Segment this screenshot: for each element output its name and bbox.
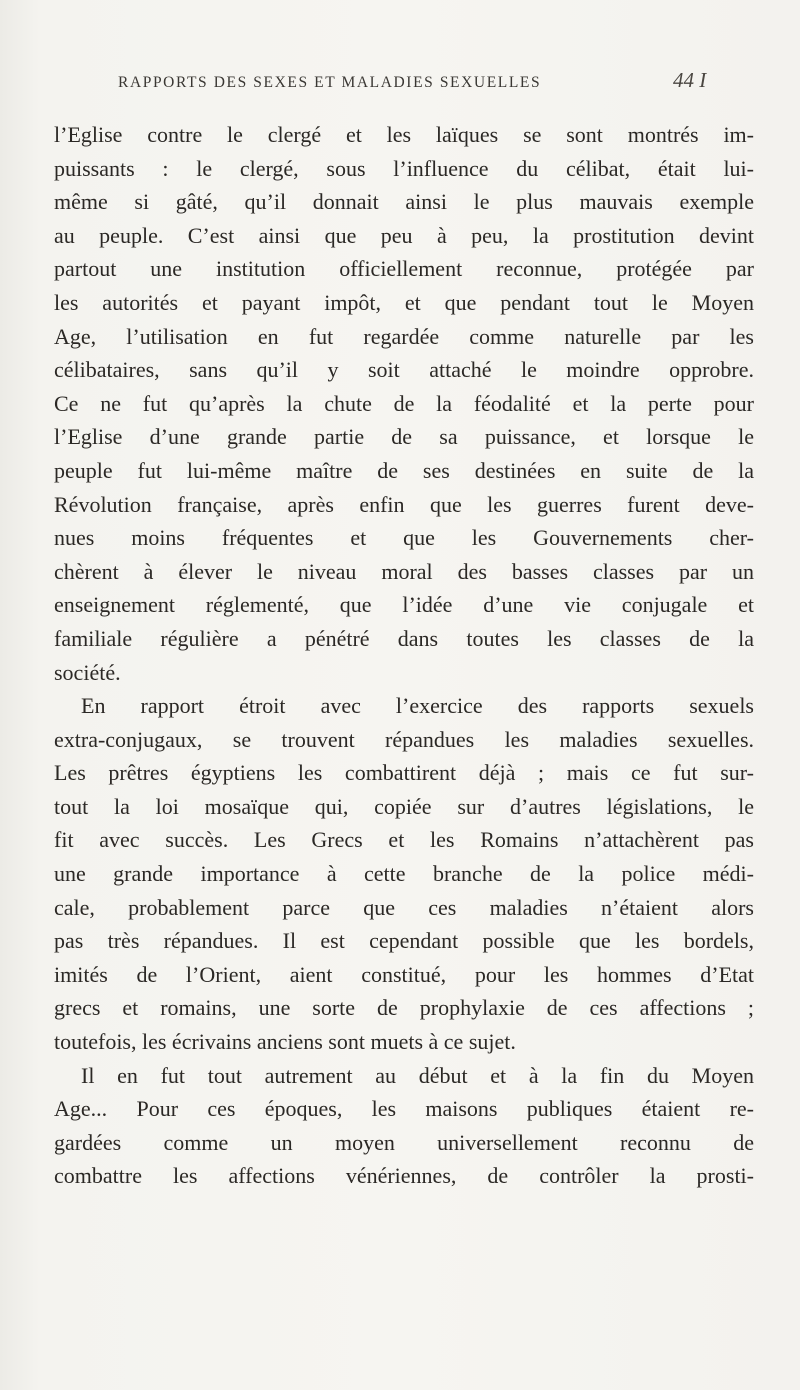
running-head — [118, 68, 718, 98]
text-line: chèrent à élever le niveau moral des basses classes par un — [54, 558, 754, 584]
text-line: pas très répandues. Il est cependant possible que les bordels, — [54, 928, 754, 954]
paragraph-end-line: société. — [54, 659, 121, 685]
text-line: une grande importance à cette branche de la police médi- — [54, 861, 754, 887]
text-line: nues moins fréquentes et que les Gouvernements cher- — [54, 525, 754, 551]
text-line: puissants : le clergé, sous l’influence du célibat, était lui- — [54, 155, 754, 181]
running-title: RAPPORTS DES SEXES ET MALADIES SEXUELLES — [118, 74, 542, 91]
text-line: célibataires, sans qu’il y soit attaché le moindre opprobre. — [54, 357, 754, 383]
text-line: l’Eglise contre le clergé et les laïques se sont montrés im- — [54, 122, 754, 147]
text-line: l’Eglise d’une grande partie de sa puissance, et lorsque le — [54, 424, 754, 450]
text-line: peuple fut lui-même maître de ses destinées en suite de la — [54, 457, 754, 483]
text-line: Age... Pour ces époques, les maisons publiques étaient re- — [54, 1096, 754, 1122]
text-line: partout une institution officiellement reconnue, protégée par — [54, 256, 754, 282]
text-line: au peuple. C’est ainsi que peu à peu, la prostitution devint — [54, 222, 754, 248]
body-text — [54, 118, 754, 1193]
text-line: tout la loi mosaïque qui, copiée sur d’autres législations, le — [54, 793, 754, 819]
paragraph-start-line: Il en fut tout autrement au début et à la fin du Moyen — [81, 1062, 754, 1088]
text-line: familiale régulière a pénétré dans toutes les classes de la — [54, 625, 754, 651]
text-line: enseignement réglementé, que l’idée d’une vie conjugale et — [54, 592, 754, 618]
text-line: même si gâté, qu’il donnait ainsi le plus mauvais exemple — [54, 189, 754, 215]
text-line: fit avec succès. Les Grecs et les Romains n’attachèrent pas — [54, 827, 754, 853]
text-line: grecs et romains, une sorte de prophylaxie de ces affections ; — [54, 995, 754, 1021]
text-line: extra-conjugaux, se trouvent répandues les maladies sexuelles. — [54, 726, 754, 752]
text-line: gardées comme un moyen universellement reconnu de — [54, 1129, 754, 1155]
paragraph-end-line: toutefois, les écrivains anciens sont muets à ce sujet. — [54, 1029, 516, 1055]
text-line: Age, l’utilisation en fut regardée comme naturelle par les — [54, 323, 754, 349]
paragraph-start-line: En rapport étroit avec l’exercice des rapports sexuels — [81, 693, 754, 719]
text-line: Ce ne fut qu’après la chute de la féodalité et la perte pour — [54, 390, 754, 416]
text-line: les autorités et payant impôt, et que pendant tout le Moyen — [54, 289, 754, 315]
page-number: 44 I — [673, 68, 707, 92]
text-line: cale, probablement parce que ces maladies n’étaient alors — [54, 894, 754, 920]
text-line: Révolution française, après enfin que les guerres furent deve- — [54, 491, 754, 517]
text-line: imités de l’Orient, aient constitué, pour les hommes d’Etat — [54, 961, 754, 987]
text-line: Les prêtres égyptiens les combattirent déjà ; mais ce fut sur- — [54, 760, 754, 786]
text-line: combattre les affections vénériennes, de contrôler la prosti- — [54, 1163, 754, 1189]
